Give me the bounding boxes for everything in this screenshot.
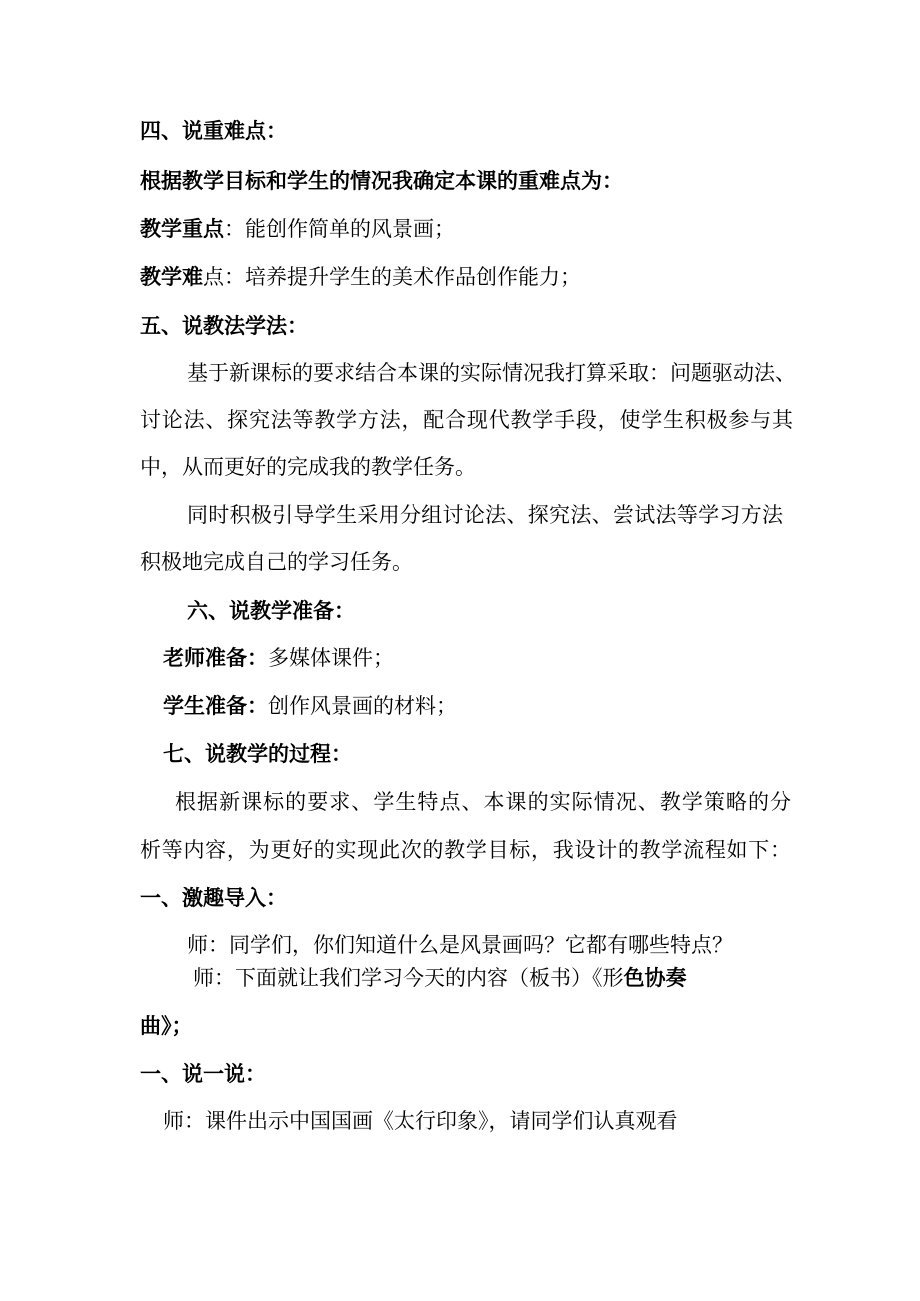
section-5-paragraph-2-line-1: 同时积极引导学生采用分组讨论法、探究法、尝试法等学习方法 bbox=[187, 503, 783, 527]
section-5-paragraph-1-line-1: 基于新课标的要求结合本课的实际情况我打算采取：问题驱动法、 bbox=[187, 361, 796, 385]
student-prep-label: 学生准备： bbox=[163, 694, 268, 718]
teacher-prep-line bbox=[163, 643, 394, 673]
lesson-title-part: 色协奏 bbox=[623, 966, 687, 990]
step-1-question-2-text: 师：下面就让我们学习今天的内容（板书）《形 bbox=[193, 966, 624, 990]
key-point-line bbox=[140, 214, 455, 244]
section-7-heading: 七、说教学的过程： bbox=[163, 742, 352, 766]
key-point-label: 教学重点 bbox=[140, 217, 224, 241]
section-6-heading: 六、说教学准备： bbox=[187, 599, 355, 623]
difficult-point-label: 教学难 bbox=[140, 265, 203, 289]
teacher-prep-text: 多媒体课件； bbox=[268, 646, 394, 670]
step-1-question-1: 师：同学们，你们知道什么是风景画吗？它都有哪些特点？ bbox=[187, 933, 733, 957]
key-point-text: ：能创作简单的风景画； bbox=[224, 217, 455, 241]
section-5-paragraph-1-line-2: 讨论法、探究法等教学方法，配合现代教学手段，使学生积极参与其 bbox=[140, 408, 793, 432]
student-prep-line bbox=[163, 691, 457, 721]
lesson-title-end: 曲》； bbox=[140, 1014, 193, 1038]
teacher-prep-label: 老师准备： bbox=[163, 646, 268, 670]
difficult-point-line bbox=[140, 262, 581, 292]
step-2-text: 师：课件出示中国国画《太行印象》，请同学们认真观看 bbox=[163, 1109, 678, 1133]
step-2-heading: 一、说一说： bbox=[140, 1062, 266, 1086]
step-1-question-2 bbox=[193, 963, 687, 993]
section-5-heading: 五、说教法学法： bbox=[140, 314, 308, 338]
section-7-paragraph-line-2: 析等内容，为更好的实现此次的教学目标，我设计的教学流程如下： bbox=[140, 838, 791, 862]
section-5-paragraph-1-line-3: 中，从而更好的完成我的教学任务。 bbox=[140, 455, 476, 479]
difficult-point-text: 点：培养提升学生的美术作品创作能力； bbox=[203, 265, 581, 289]
section-7-paragraph-line-1: 根据新课标的要求、学生特点、本课的实际情况、教学策略的分 bbox=[175, 790, 791, 814]
section-4-heading: 四、说重难点： bbox=[140, 119, 287, 143]
step-1-heading: 一、激趣导入： bbox=[140, 886, 287, 910]
student-prep-text: 创作风景画的材料； bbox=[268, 694, 457, 718]
section-4-intro: 根据教学目标和学生的情况我确定本课的重难点为： bbox=[140, 169, 623, 193]
section-5-paragraph-2-line-2: 积极地完成自己的学习任务。 bbox=[140, 550, 413, 574]
